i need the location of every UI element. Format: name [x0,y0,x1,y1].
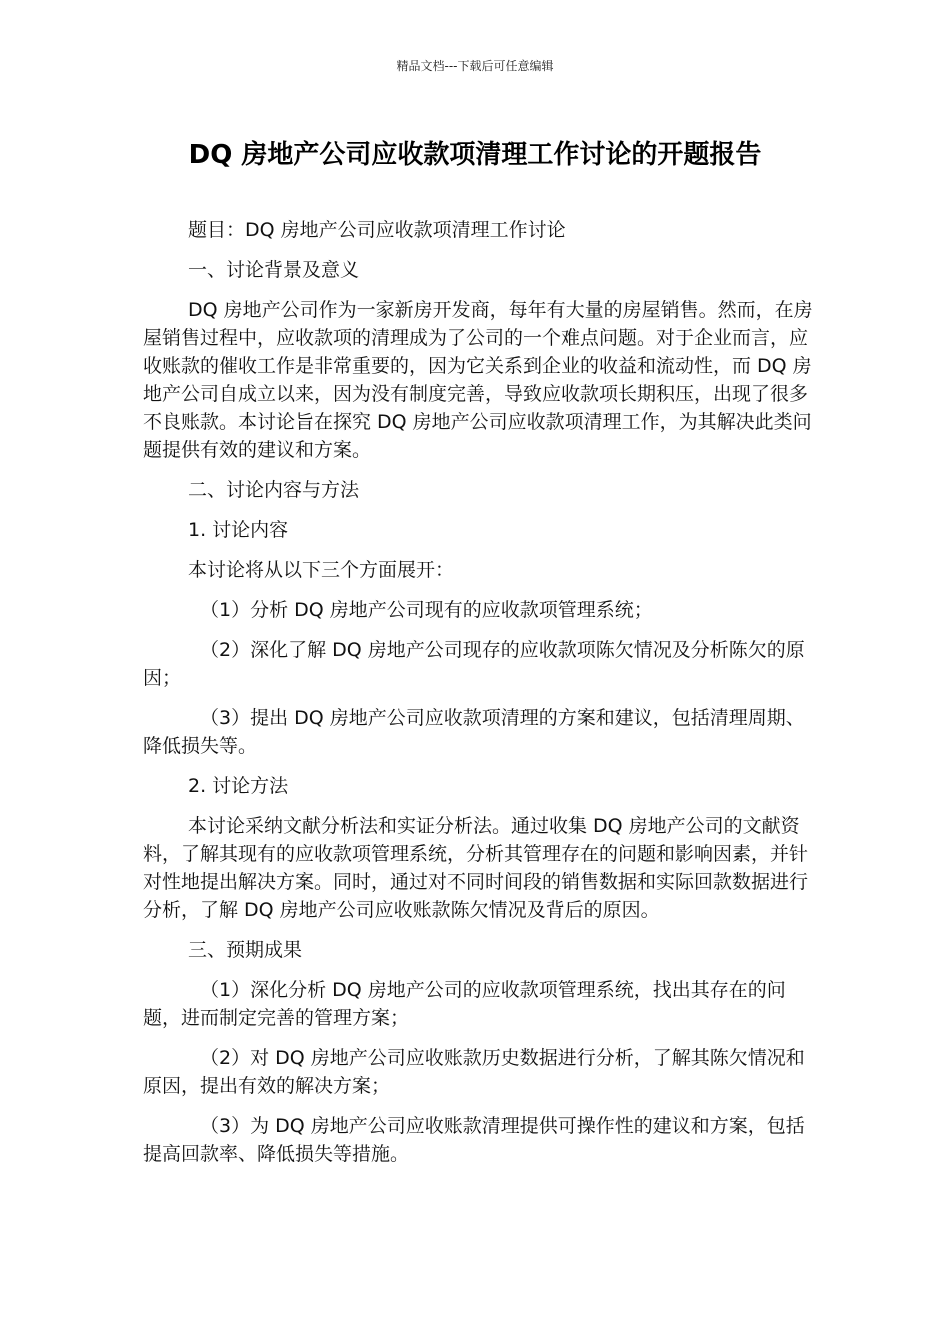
result-item: （3）为 DQ 房地产公司应收账款清理提供可操作性的建议和方案，包括提高回款率、降低损失等措施。 [143,1115,805,1165]
topic-line: 题目：DQ 房地产公司应收款项清理工作讨论 [188,219,566,241]
section-heading-expected-results: 三、预期成果 [188,939,303,961]
section-heading-background: 一、讨论背景及意义 [188,259,360,281]
method-paragraph: 本讨论采纳文献分析法和实证分析法。通过收集 DQ 房地产公司的文献资料，了解其现有的应收款项管理系统，分析其管理存在的问题和影响因素，并针对性地提出解决方案。同时，通过对不同时间段的销售数据和实际回款数据进行分析，了解 DQ 房地产公司应收账款陈欠情况及背后的原因。 [143,815,809,921]
subheading-content: 1. 讨论内容 [188,519,289,541]
content-item: （3）提出 DQ 房地产公司应收款项清理的方案和建议，包括清理周期、降低损失等。 [143,707,805,757]
result-item: （2）对 DQ 房地产公司应收账款历史数据进行分析，了解其陈欠情况和原因，提出有效的解决方案； [143,1047,805,1097]
subheading-method: 2. 讨论方法 [188,775,289,797]
section-heading-content-method: 二、讨论内容与方法 [188,479,360,501]
content-item: （1）分析 DQ 房地产公司现有的应收款项管理系统； [200,599,653,621]
header-note: 精品文档---下载后可任意编辑 [396,59,554,73]
content-intro: 本讨论将从以下三个方面展开： [188,559,455,581]
document-body [143,216,823,1180]
content-item: （2）深化了解 DQ 房地产公司现存的应收款项陈欠情况及分析陈欠的原因； [143,639,805,689]
background-paragraph: DQ 房地产公司作为一家新房开发商，每年有大量的房屋销售。然而，在房屋销售过程中，应收款项的清理成为了公司的一个难点问题。对于企业而言，应收账款的催收工作是非常重要的，因为它关系到企业的收益和流动性，而 DQ 房地产公司自成立以来，因为没有制度完善，导致应收款项长期积压，出现了很多不良账款。本讨论旨在探究 DQ 房地产公司应收款项清理工作，为其解决此类问题提供有效的建议和方案。 [143,299,813,461]
result-item: （1）深化分析 DQ 房地产公司的应收款项管理系统，找出其存在的问题，进而制定完善的管理方案； [143,979,786,1029]
document-title: DQ 房地产公司应收款项清理工作讨论的开题报告 [188,140,762,170]
